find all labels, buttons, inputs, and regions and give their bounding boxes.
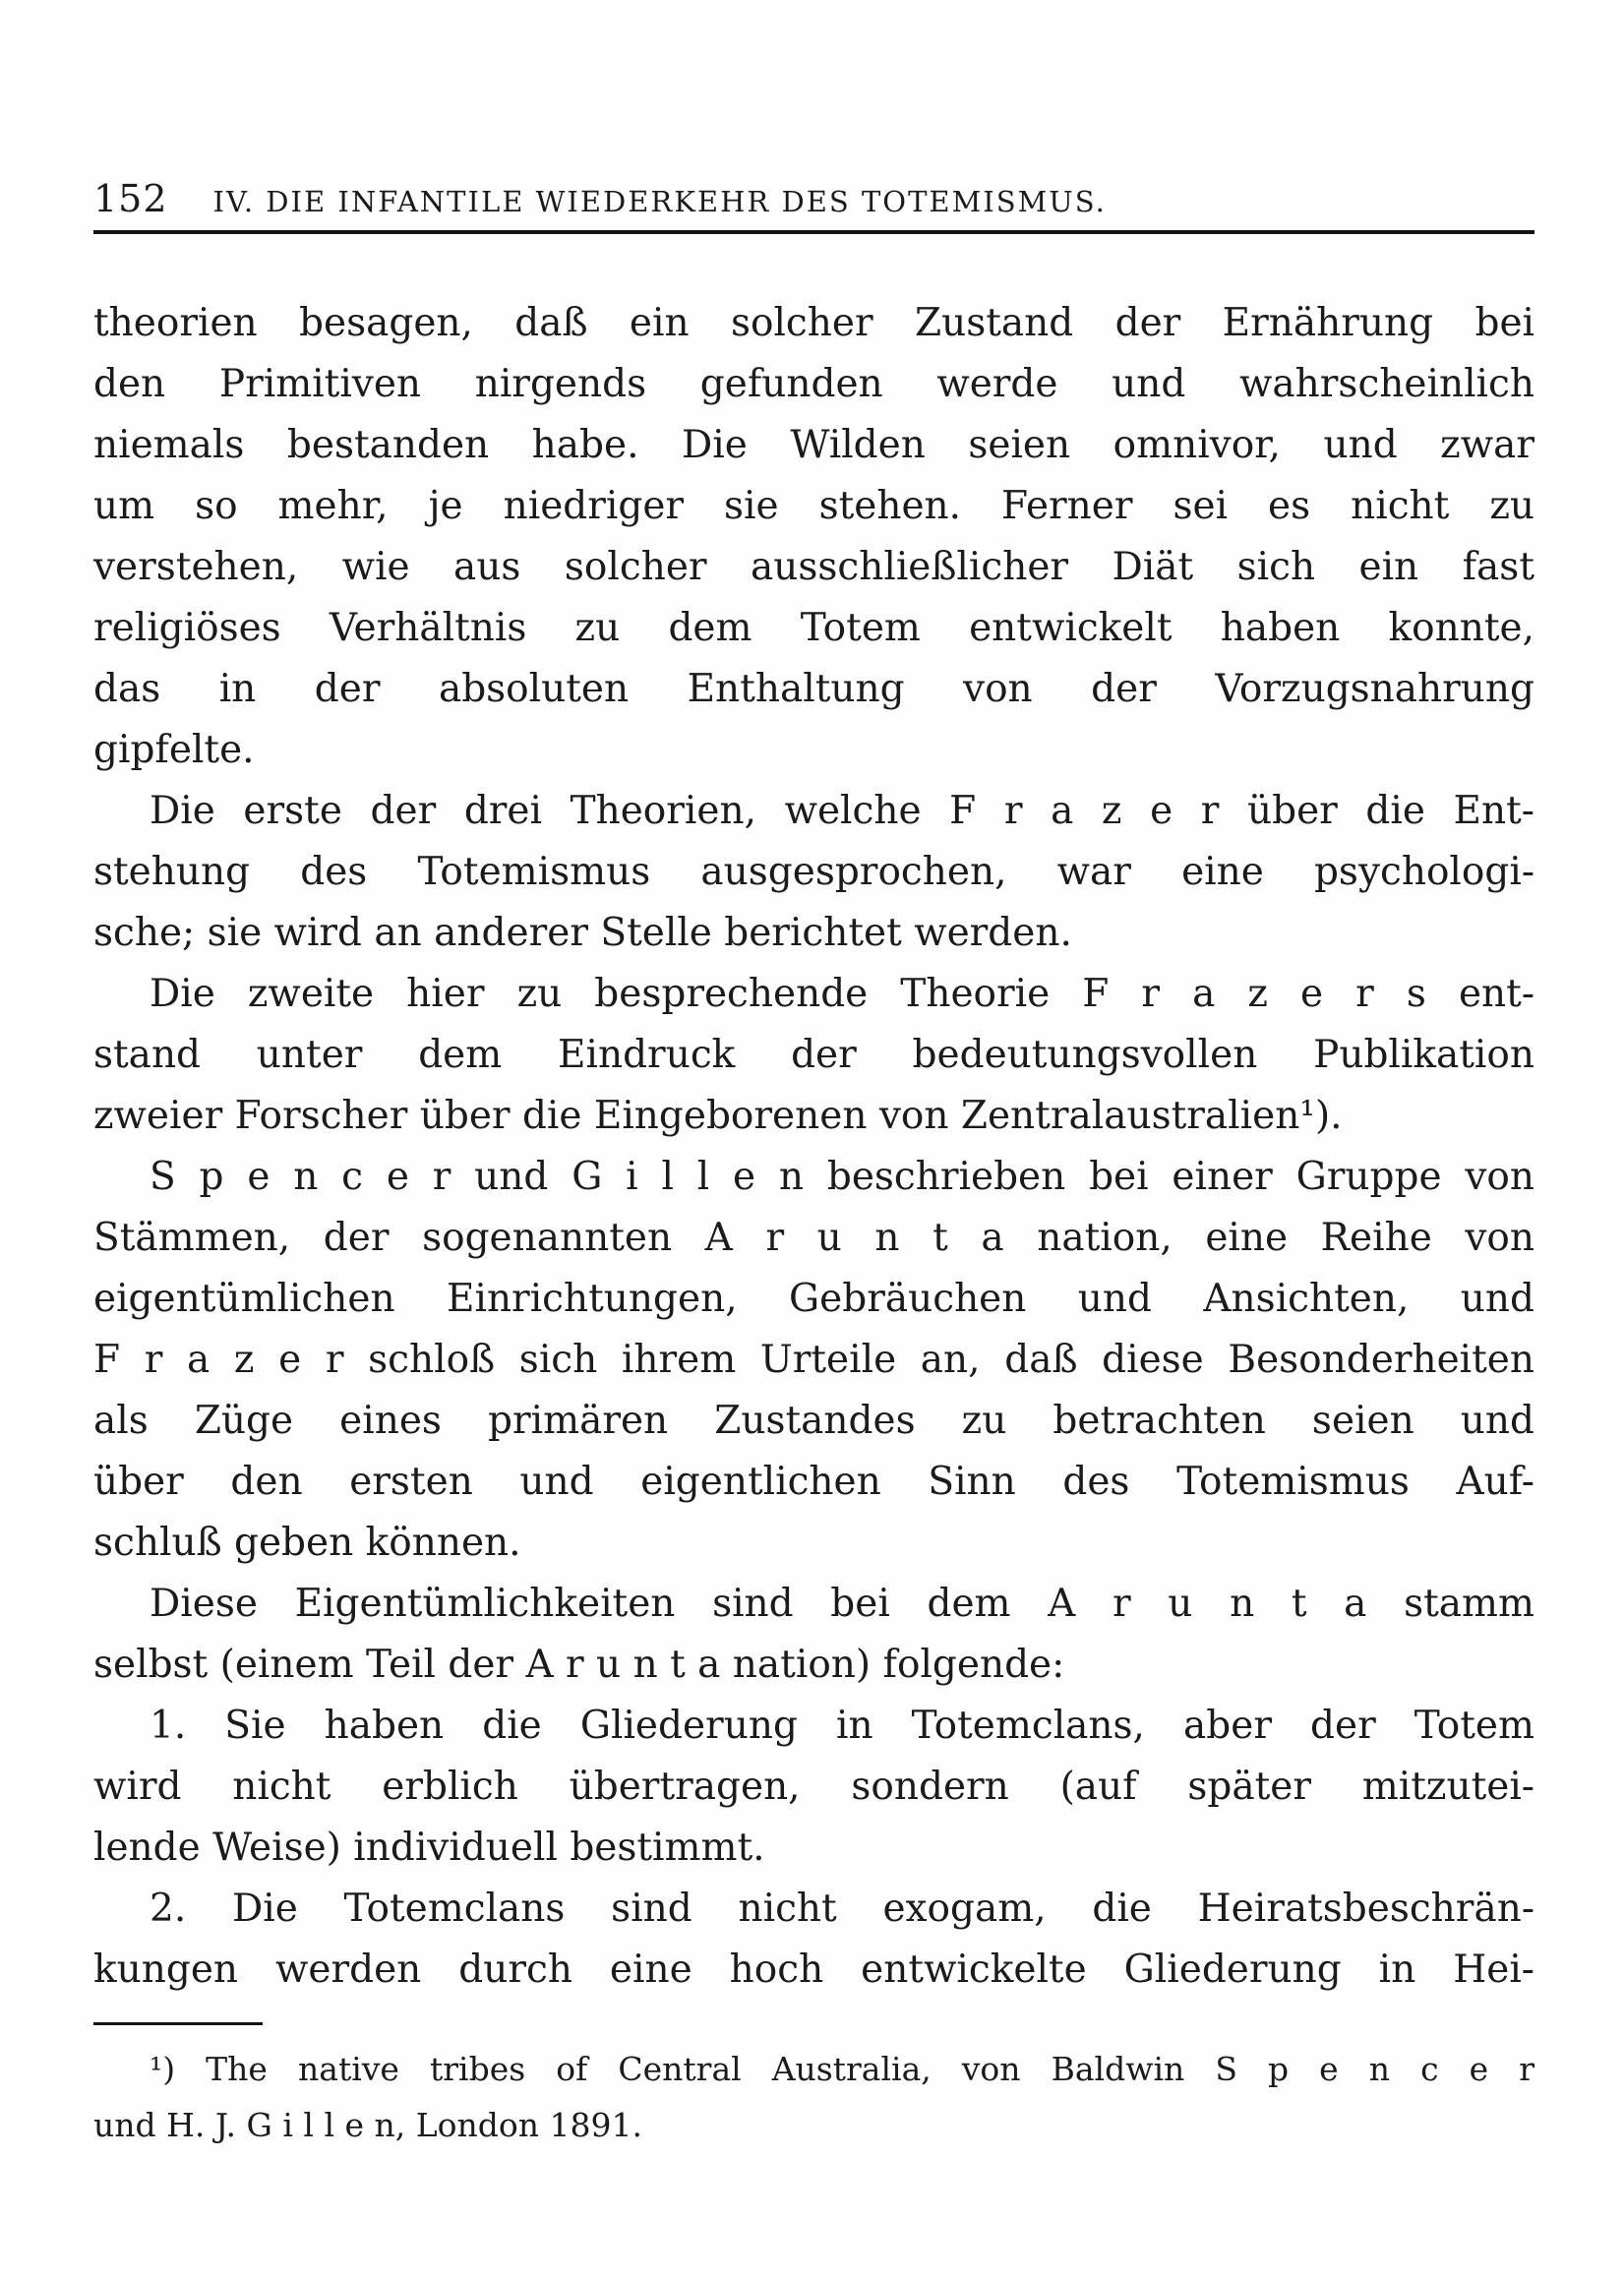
text-line: kungen werden durch eine hoch entwickelte Gliederung in Hei- (93, 1948, 1534, 1992)
text-line: wird nicht erblich übertragen, sondern (auf später mitzutei- (93, 1765, 1534, 1809)
text-line: Die erste der drei Theorien, welche F r a z e r über die Ent- (150, 789, 1534, 833)
paragraph (93, 1574, 1534, 1696)
text-line: gipfelte. (93, 728, 255, 772)
text-line: stand unter dem Eindruck der bedeutungsvollen Publikation (93, 1033, 1534, 1077)
running-head: IV. DIE INFANTILE WIEDERKEHR DES TOTEMISMUS. (212, 185, 1107, 218)
paragraph (93, 964, 1534, 1147)
text-line: Die zweite hier zu besprechende Theorie F r a z e r s ent- (150, 972, 1534, 1016)
header-rule (93, 230, 1534, 234)
text-line: über den ersten und eigentlichen Sinn des Totemismus Auf- (93, 1460, 1534, 1504)
paragraph (93, 1147, 1534, 1574)
text-line: zweier Forscher über die Eingeborenen von Zentralaustralien¹). (93, 1094, 1343, 1138)
text-line: den Primitiven nirgends gefunden werde und wahrscheinlich (93, 362, 1534, 406)
paragraph (93, 1696, 1534, 1879)
text-line: religiöses Verhältnis zu dem Totem entwickelt haben konnte, (93, 606, 1534, 650)
text-line: das in der absoluten Enthaltung von der Vorzugsnahrung (93, 667, 1534, 711)
text-line: stehung des Totemismus ausgesprochen, war eine psychologi- (93, 850, 1534, 894)
text-line: eigentümlichen Einrichtungen, Gebräuchen und Ansichten, und (93, 1277, 1534, 1321)
footnote-rule (93, 2022, 263, 2025)
text-line: um so mehr, je niedriger sie stehen. Ferner sei es nicht zu (93, 484, 1534, 528)
text-line: sche; sie wird an anderer Stelle berichtet werden. (93, 911, 1072, 955)
paragraph (93, 781, 1534, 964)
text-line: 2. Die Totemclans sind nicht exogam, die Heiratsbeschrän- (150, 1887, 1534, 1931)
text-line: ¹) The native tribes of Central Australia, von Baldwin S p e n c e r (150, 2050, 1534, 2088)
text-line: und H. J. G i l l e n, London 1891. (93, 2106, 643, 2144)
text-line: Stämmen, der sogenannten A r u n t a nation, eine Reihe von (93, 1216, 1534, 1260)
page-number: 152 (93, 177, 168, 220)
text-line: Diese Eigentümlichkeiten sind bei dem A r u n t a stamm (150, 1582, 1534, 1626)
text-line: theorien besagen, daß ein solcher Zustand der Ernährung bei (93, 301, 1534, 345)
paragraph (93, 293, 1534, 781)
paragraph (93, 2041, 1534, 2153)
text-line: lende Weise) individuell bestimmt. (93, 1826, 765, 1870)
text-line: S p e n c e r und G i l l e n beschrieben bei einer Gruppe von (150, 1155, 1534, 1199)
text-line: niemals bestanden habe. Die Wilden seien omnivor, und zwar (93, 423, 1534, 467)
page-header (93, 177, 1534, 220)
text-line: selbst (einem Teil der A r u n t a nation) folgende: (93, 1643, 1065, 1687)
text-line: F r a z e r schloß sich ihrem Urteile an, daß diese Besonderheiten (93, 1338, 1534, 1382)
footnote (93, 2041, 1534, 2153)
text-line: als Züge eines primären Zustandes zu betrachten seien und (93, 1399, 1534, 1443)
text-line: schluß geben können. (93, 1521, 521, 1565)
text-line: 1. Sie haben die Gliederung in Totemclans, aber der Totem (150, 1704, 1534, 1748)
text-line: verstehen, wie aus solcher ausschließlicher Diät sich ein fast (93, 545, 1534, 589)
paragraph (93, 1879, 1534, 2001)
body-text (93, 293, 1534, 2001)
